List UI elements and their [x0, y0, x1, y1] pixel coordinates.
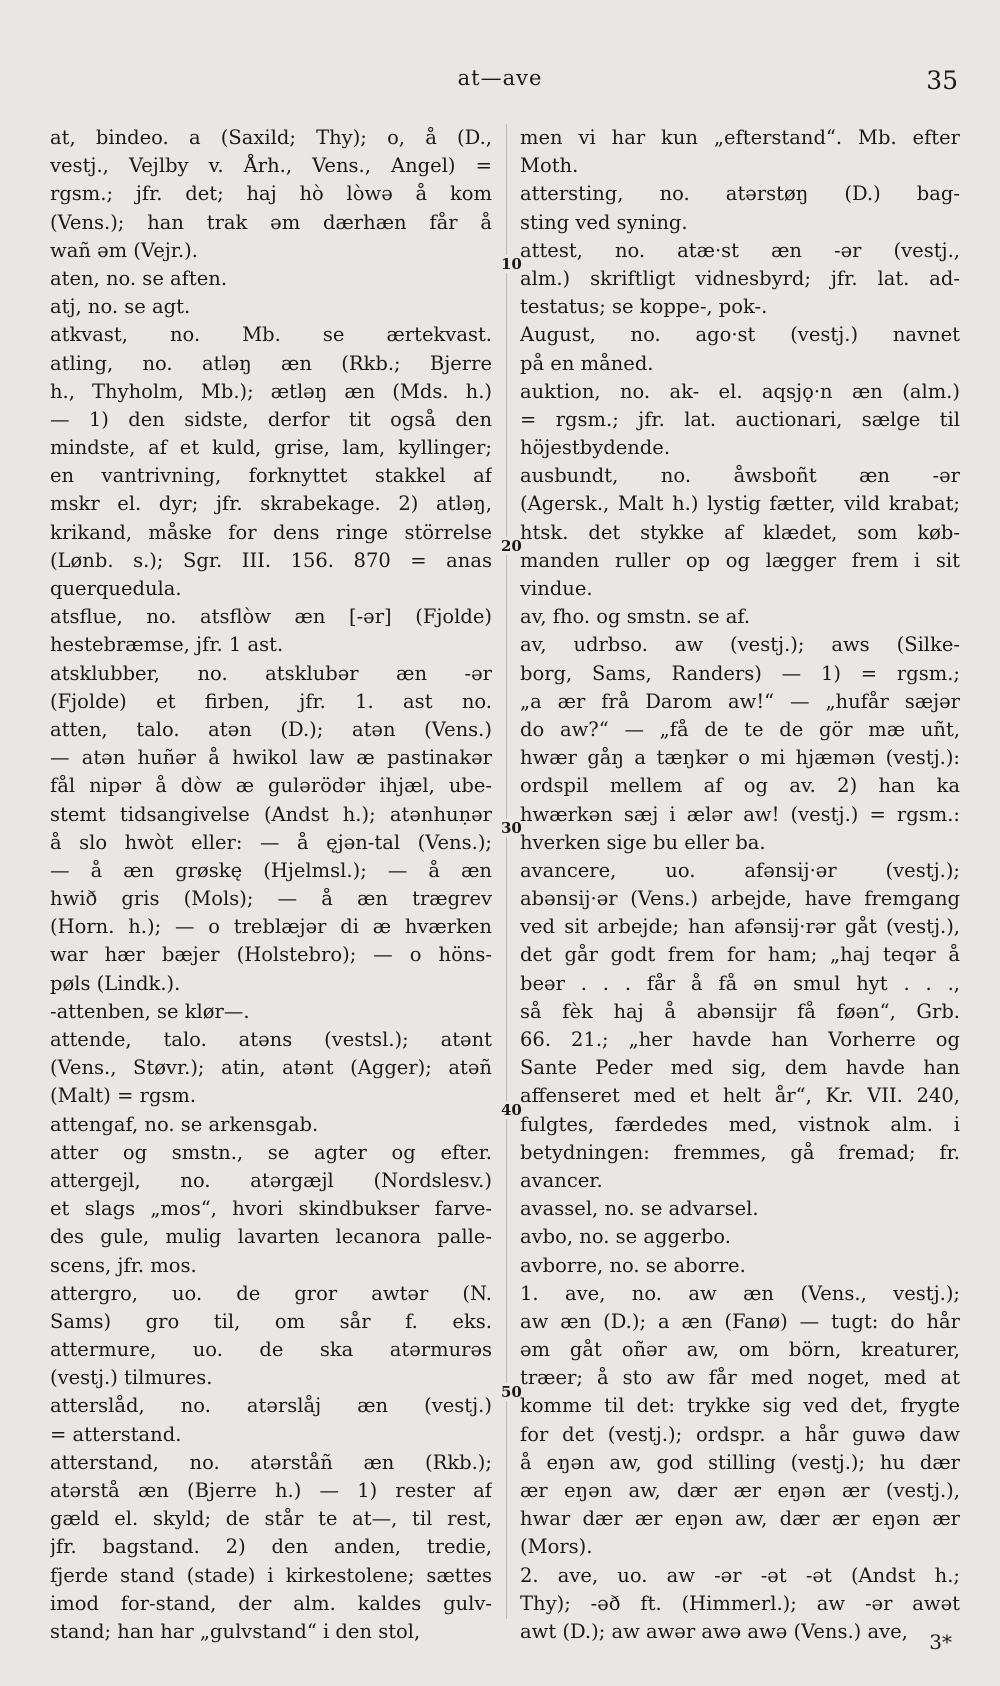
text-line: attersting, no. atərstøŋ (D.) bag-	[520, 182, 960, 206]
text-line: ved sit arbejde; han afənsij·rər gåt (vestj.),	[520, 915, 960, 939]
text-line: 2. ave, uo. aw -ər -ət -ət (Andst h.;	[520, 1563, 960, 1587]
text-line: atərstå æn (Bjerre h.) — 1) rester af	[50, 1479, 492, 1502]
text-line: attermure, uo. de ska atərmurəs	[50, 1338, 492, 1362]
text-line: wañ əm (Vejr.).	[50, 238, 198, 262]
text-line: 66. 21.; „her havde han Vorherre og	[520, 1028, 960, 1051]
text-line: av, fho. og smstn. se af.	[520, 605, 751, 629]
text-line: hwar dær ær eŋən aw, dær ær eŋən ær	[520, 1507, 960, 1531]
text-line: ausbundt, no. åwsboñt æn -ər	[520, 464, 960, 488]
text-line: hverken sige bu eller ba.	[520, 830, 766, 854]
text-line: beər . . . får å få ən smul hyt . . .,	[520, 971, 960, 995]
text-line: hwærkən sæj i ælər aw! (vestj.) = rgsm.:	[520, 802, 960, 826]
text-line: for det (vestj.); ordspr. a hår guwə daw	[520, 1422, 960, 1446]
text-line: „a ær frå Darom aw!“ — „hufår sæjər	[520, 689, 960, 713]
text-line: h., Thyholm, Mb.); ætləŋ æn (Mds. h.)	[50, 379, 492, 403]
text-line: alm.) skriftligt vidnesbyrd; jfr. lat. ad-	[520, 266, 960, 290]
text-line: hestebræmse, jfr. 1 ast.	[50, 633, 284, 657]
text-line: abənsij·ər (Vens.) arbejde, have fremgang	[520, 887, 960, 911]
running-head: at—ave	[457, 66, 543, 90]
text-line: querquedula.	[50, 577, 182, 600]
right-column	[520, 124, 960, 1646]
text-line: krikand, måske for dens ringe störrelse	[50, 520, 492, 544]
text-line: mskr el. dyr; jfr. skrabekage. 2) atləŋ,	[50, 492, 492, 516]
text-line: et slags „mos“, hvori skindbukser farve-	[50, 1197, 492, 1221]
text-line: ær eŋən aw, dær ær eŋən ær (vestj.),	[520, 1479, 960, 1502]
text-line: -attenben, se klør—.	[50, 999, 250, 1023]
text-line: pøls (Lindk.).	[50, 971, 181, 995]
text-line: (Lønb. s.); Sgr. III. 156. 870 = anas	[50, 548, 492, 572]
text-line: atling, no. atləŋ æn (Rkb.; Bjerre	[50, 351, 492, 375]
text-line: — å æn grøskę (Hjelmsl.); — å æn	[50, 858, 492, 882]
text-line: Thy); -əð ft. (Himmerl.); aw -ər awət	[520, 1591, 960, 1615]
text-line: men vi har kun „efterstand“. Mb. efter	[520, 126, 960, 149]
text-line: avancere, uo. afənsij·ər (vestj.);	[520, 858, 960, 882]
text-line: imod for-stand, der alm. kaldes gulv-	[50, 1591, 492, 1615]
text-line: (Fjolde) et firben, jfr. 1. ast no.	[50, 689, 492, 713]
text-line: vestj., Vejlby v. Årh., Vens., Angel) =	[50, 154, 492, 178]
page-number: 35	[926, 66, 958, 95]
text-line: hwær gåŋ a tæŋkər o mi hjæmən (vestj.):	[520, 746, 960, 770]
line-number-30: 30	[501, 819, 522, 837]
text-line: ordspil mellem af og av. 2) han ka	[520, 774, 960, 798]
text-line: gæld el. skyld; de står te at—, til rest,	[50, 1507, 492, 1531]
line-number-50: 50	[501, 1383, 522, 1401]
text-line: avborre, no. se aborre.	[520, 1253, 746, 1277]
text-line: — 1) den sidste, derfor tit også den	[50, 407, 492, 431]
text-line: jfr. bagstand. 2) den anden, tredie,	[50, 1535, 492, 1559]
text-line: borg, Sams, Randers) — 1) = rgsm.;	[520, 661, 960, 685]
text-line: (vestj.) tilmures.	[50, 1366, 213, 1390]
text-line: höjestbydende.	[520, 436, 671, 460]
text-line: attergro, uo. de gror awtər (N.	[50, 1281, 492, 1305]
text-line: komme til det: trykke sig ved det, frygte	[520, 1394, 960, 1418]
text-line: attende, talo. atəns (vestsl.); atənt	[50, 1028, 492, 1051]
text-line: en vantrivning, forknyttet stakkel af	[50, 464, 492, 488]
text-line: — atən huñər å hwikol law æ pastinakər	[50, 746, 492, 770]
line-number-20: 20	[501, 537, 522, 555]
text-line: əm gåt oñər aw, om börn, kreaturer,	[520, 1338, 960, 1362]
text-line: det går godt frem for ham; „haj teqər å	[520, 943, 960, 967]
text-line: (Mors).	[520, 1535, 593, 1559]
text-line: atj, no. se agt.	[50, 295, 191, 319]
text-line: fulgtes, færdedes med, vistnok alm. i	[520, 1112, 960, 1136]
text-line: hwið gris (Mols); — å æn trægrev	[50, 887, 492, 911]
text-line: htsk. det stykke af klædet, som køb-	[520, 520, 960, 544]
text-line: sting ved syning.	[520, 210, 688, 234]
text-line: så fèk haj å abənsijr få føən“, Grb.	[520, 999, 960, 1023]
text-line: avassel, no. se advarsel.	[520, 1197, 759, 1221]
left-column	[50, 124, 492, 1646]
text-line: stand; han har „gulvstand“ i den stol,	[50, 1619, 421, 1643]
text-line: affenseret med et helt år“, Kr. VII. 240,	[520, 1084, 960, 1108]
text-line: Sams) gro til, om sår f. eks.	[50, 1309, 492, 1333]
text-line: scens, jfr. mos.	[50, 1253, 197, 1277]
text-line: attest, no. atæ·st æn -ər (vestj.,	[520, 238, 960, 262]
text-line: (Horn. h.); — o treblæjər di æ hværken	[50, 915, 492, 939]
text-line: avbo, no. se aggerbo.	[520, 1225, 731, 1249]
text-line: 1. ave, no. aw æn (Vens., vestj.);	[520, 1281, 960, 1305]
text-line: awt (D.); aw awər awə awə (Vens.) ave,	[520, 1619, 908, 1643]
text-line: atsklubber, no. atsklubər æn -ər	[50, 661, 492, 685]
text-line: (Agersk., Malt h.) lystig fætter, vild krabat;	[520, 492, 960, 516]
text-line: manden ruller op og lægger frem i sit	[520, 548, 960, 572]
text-line: attergejl, no. atərgæjl (Nordslesv.)	[50, 1168, 492, 1192]
line-number-40: 40	[501, 1101, 522, 1119]
text-line: attengaf, no. se arkensgab.	[50, 1112, 319, 1136]
text-line: fål nipər å dòw æ gulərödər ihjæl, ube-	[50, 774, 492, 798]
text-line: atsflue, no. atsflòw æn [-ər] (Fjolde)	[50, 605, 492, 629]
text-line: atter og smstn., se agter og efter.	[50, 1140, 492, 1164]
text-line: do aw?“ — „få de te de gör mæ uñt,	[520, 717, 960, 741]
text-line: (Malt) = rgsm.	[50, 1084, 197, 1108]
text-line: atterslåd, no. atərslåj æn (vestj.)	[50, 1394, 492, 1418]
text-line: træer; å sto aw får med noget, med at	[520, 1366, 960, 1390]
text-line: war hær bæjer (Holstebro); — o höns-	[50, 943, 492, 967]
text-line: mindste, af et kuld, grise, lam, kyllinger;	[50, 436, 492, 460]
text-line: auktion, no. ak- el. aqsjǫ·n æn (alm.)	[520, 379, 960, 403]
text-line: Sante Peder med sig, dem havde han	[520, 1056, 960, 1080]
line-number-10: 10	[501, 255, 522, 273]
text-line: aten, no. se aften.	[50, 266, 228, 290]
text-line: å slo hwòt eller: — å ęjən-tal (Vens.);	[50, 830, 492, 854]
text-line: (Vens.); han trak əm dærhæn får å	[50, 210, 492, 234]
text-line: at, bindeo. a (Saxild; Thy); o, å (D.,	[50, 126, 492, 149]
text-line: å eŋən aw, god stilling (vestj.); hu dær	[520, 1450, 960, 1474]
text-line: på en måned.	[520, 351, 654, 375]
text-line: August, no. ago·st (vestj.) navnet	[520, 323, 960, 347]
text-line: atterstand, no. atərståñ æn (Rkb.);	[50, 1450, 492, 1474]
text-line: rgsm.; jfr. det; haj hò lòwə å kom	[50, 182, 492, 206]
text-line: aw æn (D.); a æn (Fanø) — tugt: do hår	[520, 1309, 960, 1333]
text-line: avancer.	[520, 1168, 603, 1192]
text-line: atten, talo. atən (D.); atən (Vens.)	[50, 717, 492, 741]
text-line: (Vens., Støvr.); atin, atənt (Agger); atəñ	[50, 1056, 492, 1080]
signature-mark: 3*	[929, 1630, 952, 1654]
text-line: = rgsm.; jfr. lat. auctionari, sælge til	[520, 407, 960, 431]
text-line: des gule, mulig lavarten lecanora palle-	[50, 1225, 492, 1249]
text-line: vindue.	[520, 577, 593, 600]
text-line: testatus; se koppe-, pok-.	[520, 295, 768, 319]
text-line: betydningen: fremmes, gå fremad; fr.	[520, 1140, 960, 1164]
text-line: stemt tidsangivelse (Andst h.); atənhuṇər	[50, 802, 492, 826]
text-line: Moth.	[520, 154, 579, 178]
text-line: = atterstand.	[50, 1422, 182, 1446]
text-line: fjerde stand (stade) i kirkestolene; sættes	[50, 1563, 492, 1587]
text-line: av, udrbso. aw (vestj.); aws (Silke-	[520, 633, 960, 657]
text-line: atkvast, no. Mb. se ærtekvast.	[50, 323, 492, 347]
